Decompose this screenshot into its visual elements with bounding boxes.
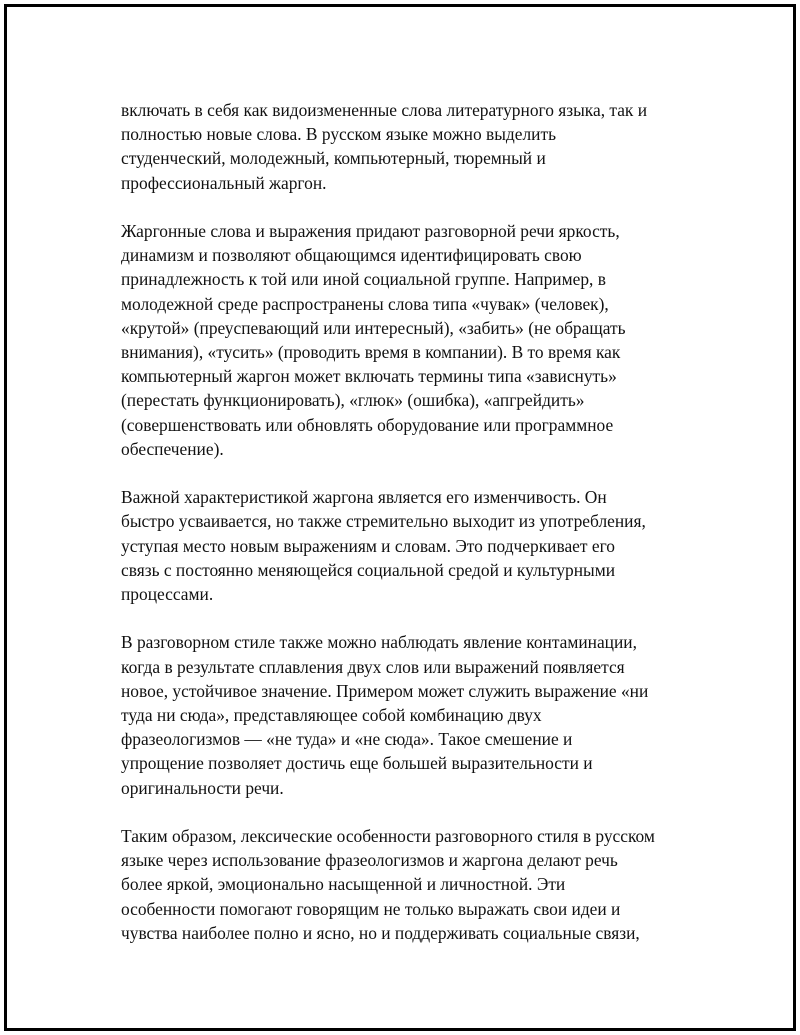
paragraph-conclusion: Таким образом, лексические особенности разговорного стиля в русском языке через использование фразеологизмов и жаргона делают речь более яркой, эмоционально насыщенной и личностной. Эти особенности помогают говорящим не только выражать свои идеи и чувства наиболее полно и ясно, но и поддерживать социальные связи, [121,826,655,943]
page-frame [4,4,796,1031]
paragraph-jargon-variability: Важной характеристикой жаргона является его изменчивость. Он быстро усваивается, но также стремительно выходит из употребления, уступая место новым выражениям и словам. Это подчеркивает его связь с постоянно меняющейся социальной средой и культурными процессами. [121,487,646,605]
paragraph-contamination: В разговорном стиле также можно наблюдать явление контаминации, когда в результате сплавления двух слов или выражений появляется новое, устойчивое значение. Примером может служить выражение «ни туда ни сюда», представляющее собой комбинацию двух фразеологизмов — «не туда» и «не сюда». Такое смешение и упрощение позволяет достичь еще большей выразительности и оригинальности речи. [121,632,649,798]
paragraph-jargon-types: включать в себя как видоизмененные слова литературного языка, так и полностью новые слова. В русском языке можно выделить студенческий, молодежный, компьютерный, тюремный и профессиональный жаргон. [121,100,648,193]
paragraph-jargon-examples: Жаргонные слова и выражения придают разговорной речи яркость, динамизм и позволяют общающимся идентифицировать свою принадлежность к той или иной социальной группе. Например, в молодежной среде распространены слова типа «чувак» (человек), «крутой» (преуспевающий или интересный), «забить» (не обращать внимания), «тусить» (проводить время в компании). В то время как компьютерный жаргон может включать термины типа «зависнуть» (перестать функционировать), «глюк» (ошибка), «апгрейдить» (совершенствовать или обновлять оборудование или программное обеспечение). [121,221,626,459]
page-body [121,98,711,969]
